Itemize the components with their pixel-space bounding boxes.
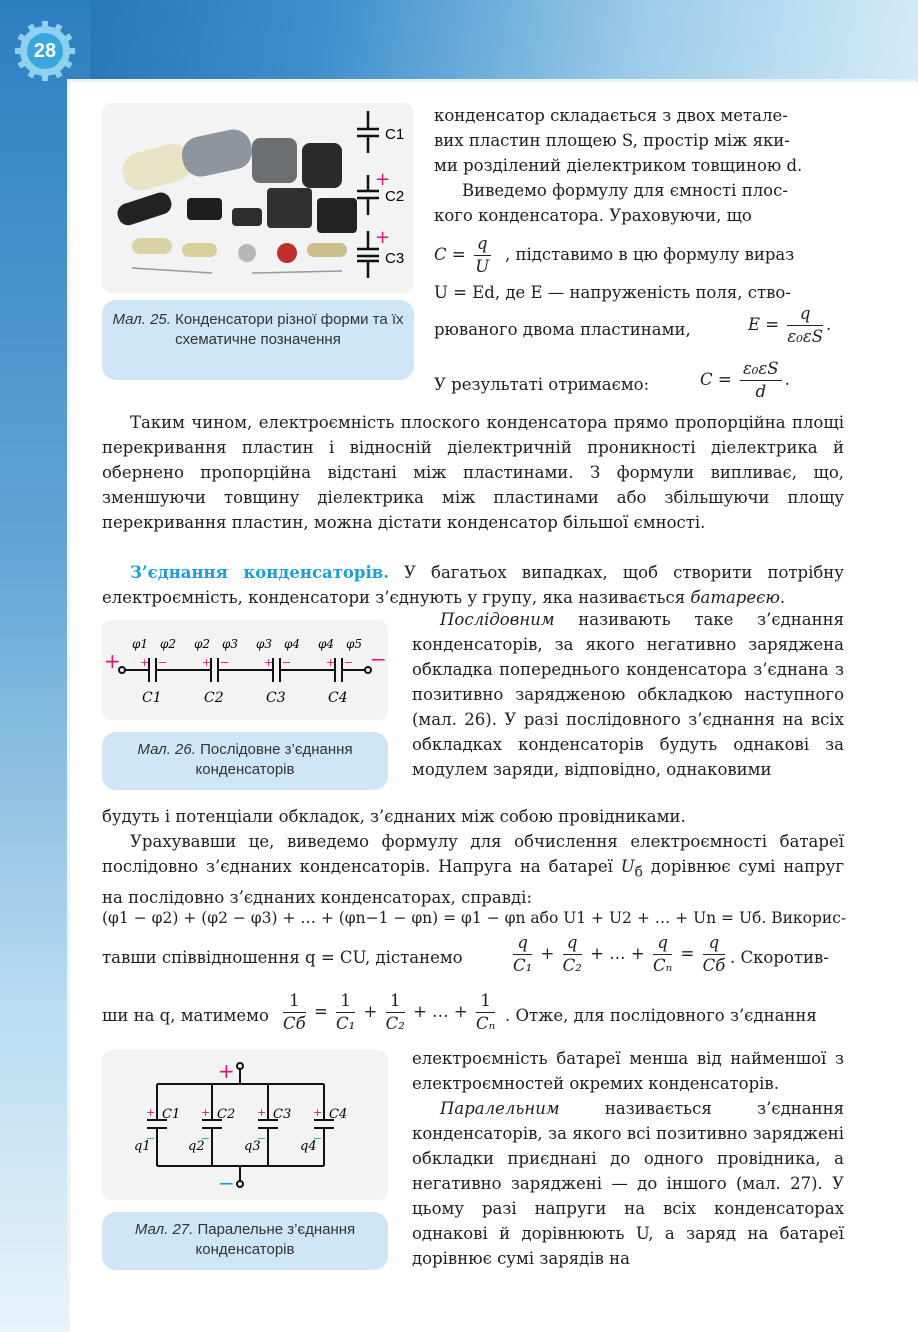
phi-label: φ3 — [256, 637, 273, 651]
svg-text:−: − — [282, 656, 292, 669]
parallel-text: називається з’єднання конденсаторів, за якого всі позитивно заряджені обкладки приєднані до одного провідника, а негативно заряджені — до іншого (мал. 27). У цьому разі напруги на всіх конденсаторах однакові й дорівнюють U, а заряд на батареї дорівнює сумі зарядів на — [412, 1099, 844, 1268]
svg-text:−: − — [344, 656, 354, 669]
svg-text:+: + — [326, 656, 336, 669]
svg-text:−: − — [201, 1132, 211, 1145]
col1-line9: У результаті отримаємо: — [434, 375, 650, 394]
cap-label: C2 — [217, 1107, 236, 1122]
svg-text:+: + — [202, 656, 212, 669]
section-heading: З’єднання конденсаторів. — [130, 563, 389, 582]
svg-text:+: + — [375, 227, 391, 248]
cap-label: C1 — [162, 1107, 181, 1122]
phi-label: φ4 — [284, 637, 301, 651]
phi-label: φ1 — [132, 637, 149, 651]
formula-c-qu: C = $\frac{q}{U}$ — [434, 234, 490, 276]
cap-label: C3 — [266, 690, 286, 706]
svg-text:−: − — [218, 1171, 235, 1195]
line-short: . Скоротив- — [730, 948, 829, 967]
col1-line5: кого конденсатора. Ураховуючи, що — [434, 206, 752, 225]
svg-text:+: + — [257, 1106, 267, 1119]
svg-text:+: + — [313, 1106, 323, 1119]
line-short2: ши на q, матимемо — [102, 1006, 269, 1025]
phi-label: φ5 — [346, 637, 363, 651]
cap-label: C3 — [273, 1107, 292, 1122]
svg-text:+: + — [104, 649, 121, 673]
figure-25-caption-text: Конденсатори різної форми та їх схематичне позначення — [175, 311, 404, 348]
svg-text:−: − — [220, 656, 230, 669]
equation-line: (φ1 − φ2) + (φ2 − φ3) + … + (φn−1 − φn) = φ1 − φn або U1 + U2 + … + Un = Uб. Викорис- — [102, 909, 847, 927]
paragraph-2-text: У багатьох випадках, щоб створити потрібну електроємність, конденсатори з’єднують у групу, яка називається — [102, 563, 844, 607]
paragraph-3-text: Урахувавши це, виведемо формулу для обчислення електроємності батареї послідовно з’єднаних конденсаторів. Напруга на батареї — [102, 832, 844, 876]
parallel-intro: електроємність батареї менша від найменшої з електроємностей окремих конденсаторів. — [412, 1049, 844, 1093]
figure-26-caption — [102, 732, 388, 790]
figure-25-caption — [102, 300, 414, 380]
col1-line4: Виведемо формулу для ємності плос- — [462, 181, 788, 200]
figure-27-caption-num: Мал. 27. — [134, 1221, 194, 1238]
col1-line3: ми розділений діелектриком товщиною d. — [434, 156, 803, 175]
page-number: 28 — [33, 40, 57, 62]
c3-label: C3 — [385, 250, 405, 267]
formula-c-flat: C = $\frac{\text{ε₀εS}}{d}$ . — [700, 359, 790, 401]
charge-label: q2 — [188, 1139, 205, 1154]
charge-label: q4 — [300, 1139, 317, 1154]
svg-text:−: − — [370, 647, 387, 671]
col1-line6: , підставимо в цю формулу вираз — [505, 245, 795, 264]
battery-term: батареєю. — [690, 588, 786, 607]
svg-text:+: + — [218, 1059, 235, 1083]
svg-text:+: + — [201, 1106, 211, 1119]
svg-text:−: − — [257, 1132, 267, 1145]
figure-27-caption-text: Паралельне з’єднання конденсаторів — [195, 1221, 356, 1258]
cap-label: C4 — [329, 1107, 348, 1122]
series-definition — [412, 607, 844, 782]
figure-25-caption-num: Мал. 25. — [112, 311, 171, 328]
line-use: тавши співвідношення q = CU, дістанемо — [102, 948, 463, 967]
charge-label: q1 — [134, 1139, 151, 1154]
series-text: називають таке з’єднання конденсаторів, за якого негативно заряджена обкладка попереднього конденсатора з’єднана з позитивно зарядженою обкладкою наступного (мал. 26). У разі послідовного з’єднання на всіх обкладках конденсаторів будуть однакові за модулем заряди, відповідно, однаковими — [412, 610, 844, 779]
svg-text:+: + — [146, 1106, 156, 1119]
paragraph-2 — [102, 560, 844, 610]
formula-sum-inv: $\frac{1}{Cб}$ = $\frac{1}{\text{C₁}}$ + $\frac{1}{\text{C₂}}$ + … + $\frac{1}{\text{Cₙ}}$ — [283, 991, 496, 1033]
phi-label: φ2 — [194, 637, 211, 651]
figure-27-image — [102, 1050, 388, 1200]
formula-sum-q: $\frac{q}{\text{C₁}}$ + $\frac{q}{\text{C₂}}$ + … + $\frac{q}{\text{Cₙ}}$ = $\frac{q}{Cб}$ — [513, 933, 726, 975]
series-term: Послідовним — [440, 610, 555, 629]
svg-text:+: + — [375, 169, 391, 190]
figure-27-caption — [102, 1212, 388, 1270]
paragraph-3-text-b: дорівнює сумі напруг на послідовно з’єднаних конденсаторах, справді: — [102, 857, 845, 908]
col1-line8: рюваного двома пластинами, — [434, 320, 691, 339]
phi-label: φ3 — [222, 637, 239, 651]
c1-label: C1 — [385, 126, 405, 143]
phi-label: φ4 — [318, 637, 335, 651]
svg-text:−: − — [158, 656, 168, 669]
figure-26-caption-num: Мал. 26. — [137, 741, 196, 758]
capacitors-photo — [102, 103, 414, 293]
col1-line2: вих пластин площею S, простір між яки- — [434, 131, 790, 150]
svg-text:+: + — [140, 656, 150, 669]
parallel-definition — [412, 1096, 844, 1271]
svg-text:−: − — [313, 1132, 323, 1145]
series-continuation: будуть і потенціали обкладок, з’єднаних між собою провідниками. — [102, 807, 686, 826]
col1-line7: U = Ed, де E — напруженість поля, ство- — [434, 283, 791, 302]
figure-26-caption-text: Послідовне з’єднання конденсаторів — [195, 741, 353, 778]
paragraph-1: Таким чином, електроємність плоского конденсатора прямо пропорційна площі перекривання пластин і відносній діелектричній проникності діелектрика й обернено пропорційна відстані між пластинами. З формули випливає, що, зменшуючи товщину діелектрика між пластинами або збільшуючи площу перекривання пластин, можна дістати конденсатор більшої ємності. — [102, 413, 844, 532]
paragraph-3: Урахувавши це, виведемо формулу для обчислення електроємності батареї послідовно з’єднаних конденсаторів. Напруга на батареї $U_б$ дорівнює сумі напруг на послідовно з’єднаних конденсаторах, справді: — [102, 832, 845, 908]
formula-e: E = $\frac{q}{\text{ε₀εS}}$ . — [748, 304, 832, 346]
line-short3: . Отже, для послідовного з’єднання — [505, 1006, 817, 1025]
figure-26-image — [102, 620, 388, 720]
cap-label: C2 — [204, 690, 224, 706]
charge-label: q3 — [244, 1139, 261, 1154]
c2-label: C2 — [385, 188, 405, 205]
svg-text:−: − — [146, 1132, 156, 1145]
parallel-term: Паралельним — [440, 1099, 560, 1118]
phi-label: φ2 — [160, 637, 177, 651]
cap-label: C4 — [328, 690, 348, 706]
cap-label: C1 — [142, 690, 162, 706]
svg-text:+: + — [264, 656, 274, 669]
col1-line1: конденсатор складається з двох метале- — [434, 106, 788, 125]
figure-25-image — [102, 103, 414, 293]
